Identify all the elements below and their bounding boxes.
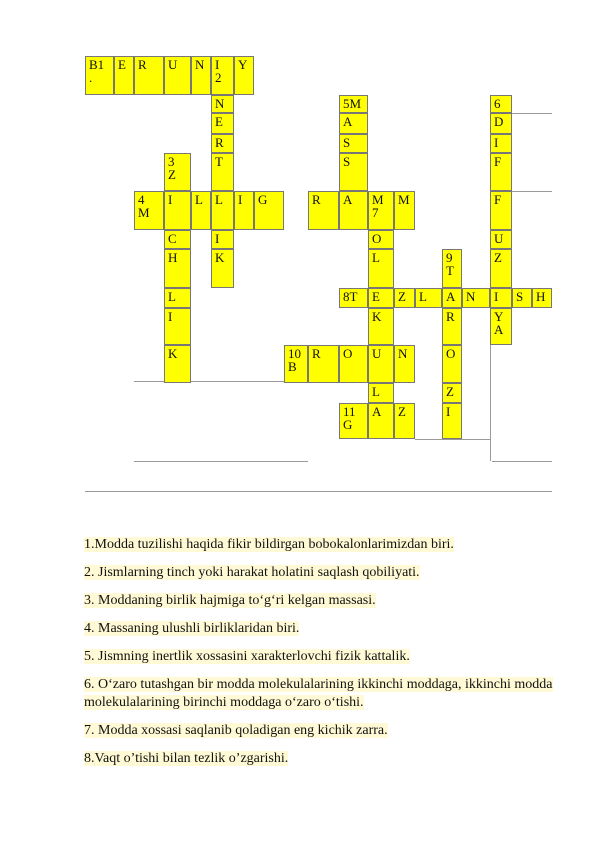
crossword-cell[interactable]: 6	[490, 95, 512, 113]
clue-item: 1.Modda tuzilishi haqida fikir bildirgan bobokalonlarimizdan biri.	[84, 537, 454, 552]
crossword-cell[interactable]: 3 Z	[164, 153, 191, 191]
crossword-cell[interactable]: F	[490, 153, 512, 191]
crossword-cell[interactable]: I	[164, 191, 191, 230]
crossword-cell[interactable]: E	[368, 288, 394, 308]
clue-item: 3. Moddaning birlik hajmiga toʻgʻri kelgan massasi.	[84, 593, 376, 608]
crossword-cell[interactable]: R	[308, 345, 339, 383]
crossword-cell[interactable]: I	[490, 134, 512, 153]
crossword-cell[interactable]: 11 G	[339, 403, 368, 439]
crossword-cell[interactable]: Y A	[490, 308, 512, 345]
crossword-cell[interactable]: A	[368, 403, 394, 439]
crossword-cell[interactable]: I	[490, 288, 512, 308]
crossword-cell[interactable]: L	[191, 191, 211, 230]
grid-line	[134, 461, 308, 462]
clue-item: 5. Jismning inertlik xossasini xarakterlovchi fizik kattalik.	[84, 649, 410, 664]
crossword-cell[interactable]: G	[254, 191, 284, 230]
crossword-cell[interactable]: T	[211, 153, 234, 191]
crossword-cell[interactable]: H	[164, 249, 191, 288]
crossword-cell[interactable]: E	[114, 56, 134, 95]
grid-line	[415, 439, 491, 440]
crossword-cell[interactable]: M 7	[368, 191, 394, 230]
crossword-cell[interactable]: U	[490, 230, 512, 249]
crossword-cell[interactable]: N	[462, 288, 490, 308]
crossword-cell[interactable]: S	[339, 134, 368, 153]
crossword-cell[interactable]: 9 T	[442, 249, 462, 288]
crossword-cell[interactable]: 10 B	[284, 345, 308, 383]
clue-item: 8.Vaqt o’tishi bilan tezlik o’zgarishi.	[84, 751, 289, 766]
crossword-cell[interactable]: R	[442, 308, 462, 345]
crossword-cell[interactable]: L	[164, 288, 191, 308]
crossword-cell[interactable]: K	[164, 345, 191, 383]
crossword-cell[interactable]: Z	[394, 288, 415, 308]
crossword-cell[interactable]: D	[490, 113, 512, 134]
grid-line	[85, 491, 552, 492]
crossword-cell[interactable]: L	[211, 191, 234, 230]
crossword-cell[interactable]: C	[164, 230, 191, 249]
crossword-cell[interactable]: L	[368, 383, 394, 403]
crossword-cell[interactable]: K	[368, 308, 394, 345]
crossword-cell[interactable]: Z	[394, 403, 415, 439]
clue-list	[84, 536, 554, 778]
crossword-cell[interactable]: A	[339, 191, 368, 230]
crossword-cell[interactable]: M	[394, 191, 415, 230]
grid-line	[492, 461, 552, 462]
crossword-cell[interactable]: L	[415, 288, 442, 308]
crossword-cell[interactable]: I	[164, 308, 191, 345]
crossword-cell[interactable]: I 2	[211, 56, 234, 95]
crossword-cell[interactable]: O	[442, 345, 462, 383]
crossword-cell[interactable]: A	[442, 288, 462, 308]
crossword-cell[interactable]: R	[134, 56, 164, 95]
crossword-cell[interactable]: 4 M	[134, 191, 164, 230]
grid-line	[134, 381, 284, 382]
crossword-cell[interactable]: 8T	[339, 288, 368, 308]
crossword-cell[interactable]: I	[234, 191, 254, 230]
clue-item: 7. Modda xossasi saqlanib qoladigan eng kichik zarra.	[84, 723, 388, 738]
clue-item: 6. Oʻzaro tutashgan bir modda molekulalarining ikkinchi moddaga, ikkinchi modda molekulalarining birinchi moddaga oʻzaro oʻtishi.	[84, 677, 553, 710]
crossword-cell[interactable]: R	[308, 191, 339, 230]
crossword-cell[interactable]: E	[211, 113, 234, 134]
crossword-cell[interactable]: R	[211, 134, 234, 153]
crossword-cell[interactable]: A	[339, 113, 368, 134]
crossword-cell[interactable]: 5M	[339, 95, 368, 113]
crossword-cell[interactable]: B1 .	[85, 56, 114, 95]
crossword-cell[interactable]: S	[339, 153, 368, 191]
crossword-cell[interactable]: K	[211, 249, 234, 288]
crossword-cell[interactable]: N	[211, 95, 234, 113]
crossword-cell[interactable]: Y	[234, 56, 254, 95]
crossword-cell[interactable]: Z	[490, 249, 512, 288]
crossword-cell[interactable]: I	[211, 230, 234, 249]
crossword-cell[interactable]: N	[394, 345, 415, 383]
crossword-cell[interactable]: H	[532, 288, 552, 308]
crossword-cell[interactable]: I	[442, 403, 462, 439]
crossword-cell[interactable]: S	[512, 288, 532, 308]
crossword-cell[interactable]: Z	[442, 383, 462, 403]
crossword-cell[interactable]: U	[164, 56, 191, 95]
clue-item: 4. Massaning ulushli birliklaridan biri.	[84, 621, 300, 636]
crossword-cell[interactable]: F	[490, 191, 512, 230]
crossword-cell[interactable]: L	[368, 249, 394, 288]
crossword-cell[interactable]: N	[191, 56, 211, 95]
clue-item: 2. Jismlarning tinch yoki harakat holatini saqlash qobiliyati.	[84, 565, 420, 580]
crossword-cell[interactable]: U	[368, 345, 394, 383]
crossword-cell[interactable]: O	[339, 345, 368, 383]
crossword-cell[interactable]: O	[368, 230, 394, 249]
